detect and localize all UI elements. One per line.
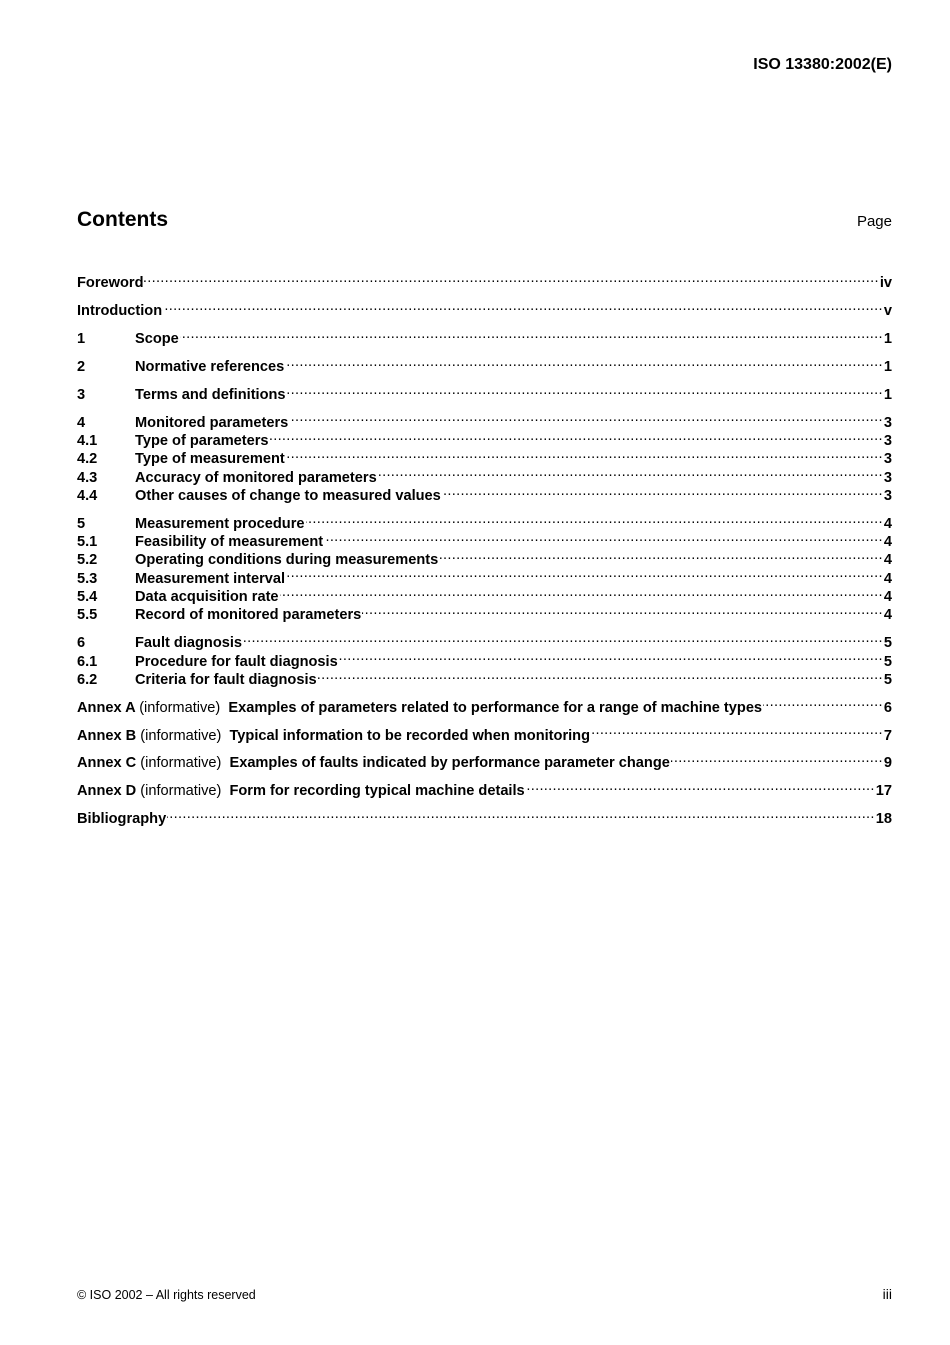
document-id: ISO 13380:2002(E)	[753, 56, 892, 73]
toc-entry[interactable]	[77, 325, 892, 348]
toc-entry-page: 18	[875, 811, 892, 828]
dot-leader	[306, 510, 883, 528]
toc-entry-number: 4.1	[77, 433, 98, 450]
copyright-notice: © ISO 2002 – All rights reserved	[77, 1288, 256, 1302]
toc-entry-page: 5	[883, 671, 892, 688]
toc-entry-number: 5.2	[77, 552, 98, 569]
toc-entry-number: 5.4	[77, 589, 98, 606]
annex-note: (informative)	[140, 755, 222, 772]
dot-leader	[442, 482, 883, 500]
toc-entry-number: 5.5	[77, 607, 98, 624]
toc-entry-number: 4	[77, 414, 86, 431]
toc-entry-text: Feasibility of measurement	[135, 534, 324, 551]
dot-leader	[180, 325, 883, 343]
toc-entry-text: Typical information to be recorded when monitoring	[229, 727, 591, 744]
toc-entry[interactable]	[77, 408, 892, 431]
dot-leader	[378, 463, 883, 481]
toc-entry-text: Data acquisition rate	[135, 589, 279, 606]
dot-leader	[270, 427, 883, 445]
toc-entry[interactable]	[77, 693, 892, 716]
toc-entry-page: 3	[883, 451, 892, 468]
dot-leader	[167, 805, 875, 823]
toc-entry[interactable]	[77, 777, 892, 800]
toc-entry-page: iv	[879, 275, 892, 292]
dot-leader	[763, 693, 883, 711]
dot-leader	[286, 564, 883, 582]
annex-note: (informative)	[140, 783, 222, 800]
toc-entry-text: Bibliography	[77, 811, 167, 828]
dot-leader	[285, 353, 883, 371]
toc-entry-page: 17	[875, 783, 892, 800]
dot-leader	[362, 601, 883, 619]
toc-entry-number: 5.1	[77, 534, 98, 551]
dot-leader	[286, 445, 883, 463]
toc-entry-text: Terms and definitions	[135, 386, 286, 403]
dot-leader	[280, 583, 883, 601]
toc-entry-page: 3	[883, 414, 892, 431]
table-of-contents	[77, 269, 892, 828]
dot-leader	[318, 666, 883, 684]
dot-leader	[526, 777, 875, 795]
toc-entry-text: Examples of parameters related to performance for a range of machine types	[228, 699, 763, 716]
dot-leader	[289, 408, 883, 426]
toc-entry-page: 9	[883, 755, 892, 772]
toc-annex-title	[77, 699, 762, 717]
toc-entry[interactable]	[77, 629, 892, 652]
toc-entry-page: 1	[883, 386, 892, 403]
toc-entry[interactable]	[77, 381, 892, 403]
toc-entry-text: Measurement procedure	[135, 515, 305, 532]
toc-entry-text: Fault diagnosis	[135, 635, 243, 652]
toc-entry-page: 7	[883, 727, 892, 744]
toc-entry-page: 1	[883, 331, 892, 348]
toc-entry-page: 1	[883, 358, 892, 375]
toc-entry-page: 3	[883, 487, 892, 504]
dot-leader	[591, 721, 883, 739]
toc-entry[interactable]	[77, 269, 892, 292]
toc-entry-number: 3	[77, 386, 86, 403]
toc-entry-page: 4	[883, 534, 892, 551]
toc-entry-number: 4.4	[77, 487, 98, 504]
toc-entry-text: Record of monitored parameters	[135, 607, 362, 624]
dot-leader	[324, 528, 883, 546]
annex-label: Annex C	[77, 755, 137, 772]
page-number: iii	[882, 1286, 892, 1302]
toc-entry-page: v	[883, 303, 892, 320]
toc-entry-text: Measurement interval	[135, 570, 286, 587]
dot-leader	[287, 381, 883, 399]
toc-entry-text: Type of measurement	[135, 451, 285, 468]
toc-entry-number: 6.1	[77, 653, 98, 670]
toc-entry-number: 2	[77, 358, 86, 375]
contents-title: Contents	[77, 208, 168, 231]
toc-entry[interactable]	[77, 353, 892, 375]
toc-entry-number: 4.2	[77, 451, 98, 468]
toc-entry-number: 6.2	[77, 671, 98, 688]
toc-entry-text: Accuracy of monitored parameters	[135, 469, 377, 486]
page-column-label: Page	[856, 213, 892, 230]
toc-entry-page: 3	[883, 433, 892, 450]
toc-entry-text: Criteria for fault diagnosis	[135, 671, 317, 688]
dot-leader	[243, 629, 883, 647]
toc-entry-page: 4	[883, 570, 892, 587]
toc-entry-text: Procedure for fault diagnosis	[135, 653, 338, 670]
toc-entry-text: Examples of faults indicated by performance parameter change	[229, 755, 670, 772]
toc-entry-number: 5.3	[77, 570, 98, 587]
toc-entry-text: Other causes of change to measured values	[135, 487, 441, 504]
toc-entry-text: Foreword	[77, 275, 144, 292]
toc-entry-text: Form for recording typical machine details	[229, 783, 525, 800]
toc-entry-page: 4	[883, 552, 892, 569]
toc-annex-title	[77, 727, 590, 745]
dot-leader	[439, 546, 883, 564]
toc-entry-number: 4.3	[77, 469, 98, 486]
toc-entry-text: Monitored parameters	[135, 414, 289, 431]
dot-leader	[163, 297, 883, 315]
toc-annex-title	[77, 754, 670, 772]
annex-note: (informative)	[140, 727, 222, 744]
toc-entry-text: Introduction	[77, 303, 163, 320]
toc-entry-text: Normative references	[135, 358, 285, 375]
toc-annex-title	[77, 782, 525, 800]
toc-entry[interactable]	[77, 805, 892, 828]
toc-entry-page: 4	[883, 607, 892, 624]
toc-entry-text: Operating conditions during measurements	[135, 552, 439, 569]
toc-entry[interactable]	[77, 510, 892, 532]
toc-entry-number: 5	[77, 515, 86, 532]
toc-entry[interactable]	[77, 749, 892, 772]
contents-header	[77, 208, 892, 232]
toc-entry[interactable]	[77, 297, 892, 320]
dot-leader	[144, 269, 878, 287]
annex-label: Annex B	[77, 727, 137, 744]
annex-label: Annex A	[77, 699, 136, 716]
dot-leader	[671, 749, 883, 767]
toc-entry-number: 1	[77, 331, 86, 348]
annex-label: Annex D	[77, 783, 137, 800]
toc-entry-page: 4	[883, 589, 892, 606]
annex-note: (informative)	[139, 699, 221, 716]
toc-entry-page: 4	[883, 515, 892, 532]
toc-entry-page: 5	[883, 653, 892, 670]
toc-entry-page: 3	[883, 469, 892, 486]
dot-leader	[339, 647, 883, 665]
toc-entry[interactable]	[77, 721, 892, 744]
toc-entry-page: 6	[883, 699, 892, 716]
toc-entry-number: 6	[77, 635, 86, 652]
toc-entry-text: Type of parameters	[135, 433, 269, 450]
toc-entry-text: Scope	[135, 331, 179, 348]
toc-entry-page: 5	[883, 635, 892, 652]
